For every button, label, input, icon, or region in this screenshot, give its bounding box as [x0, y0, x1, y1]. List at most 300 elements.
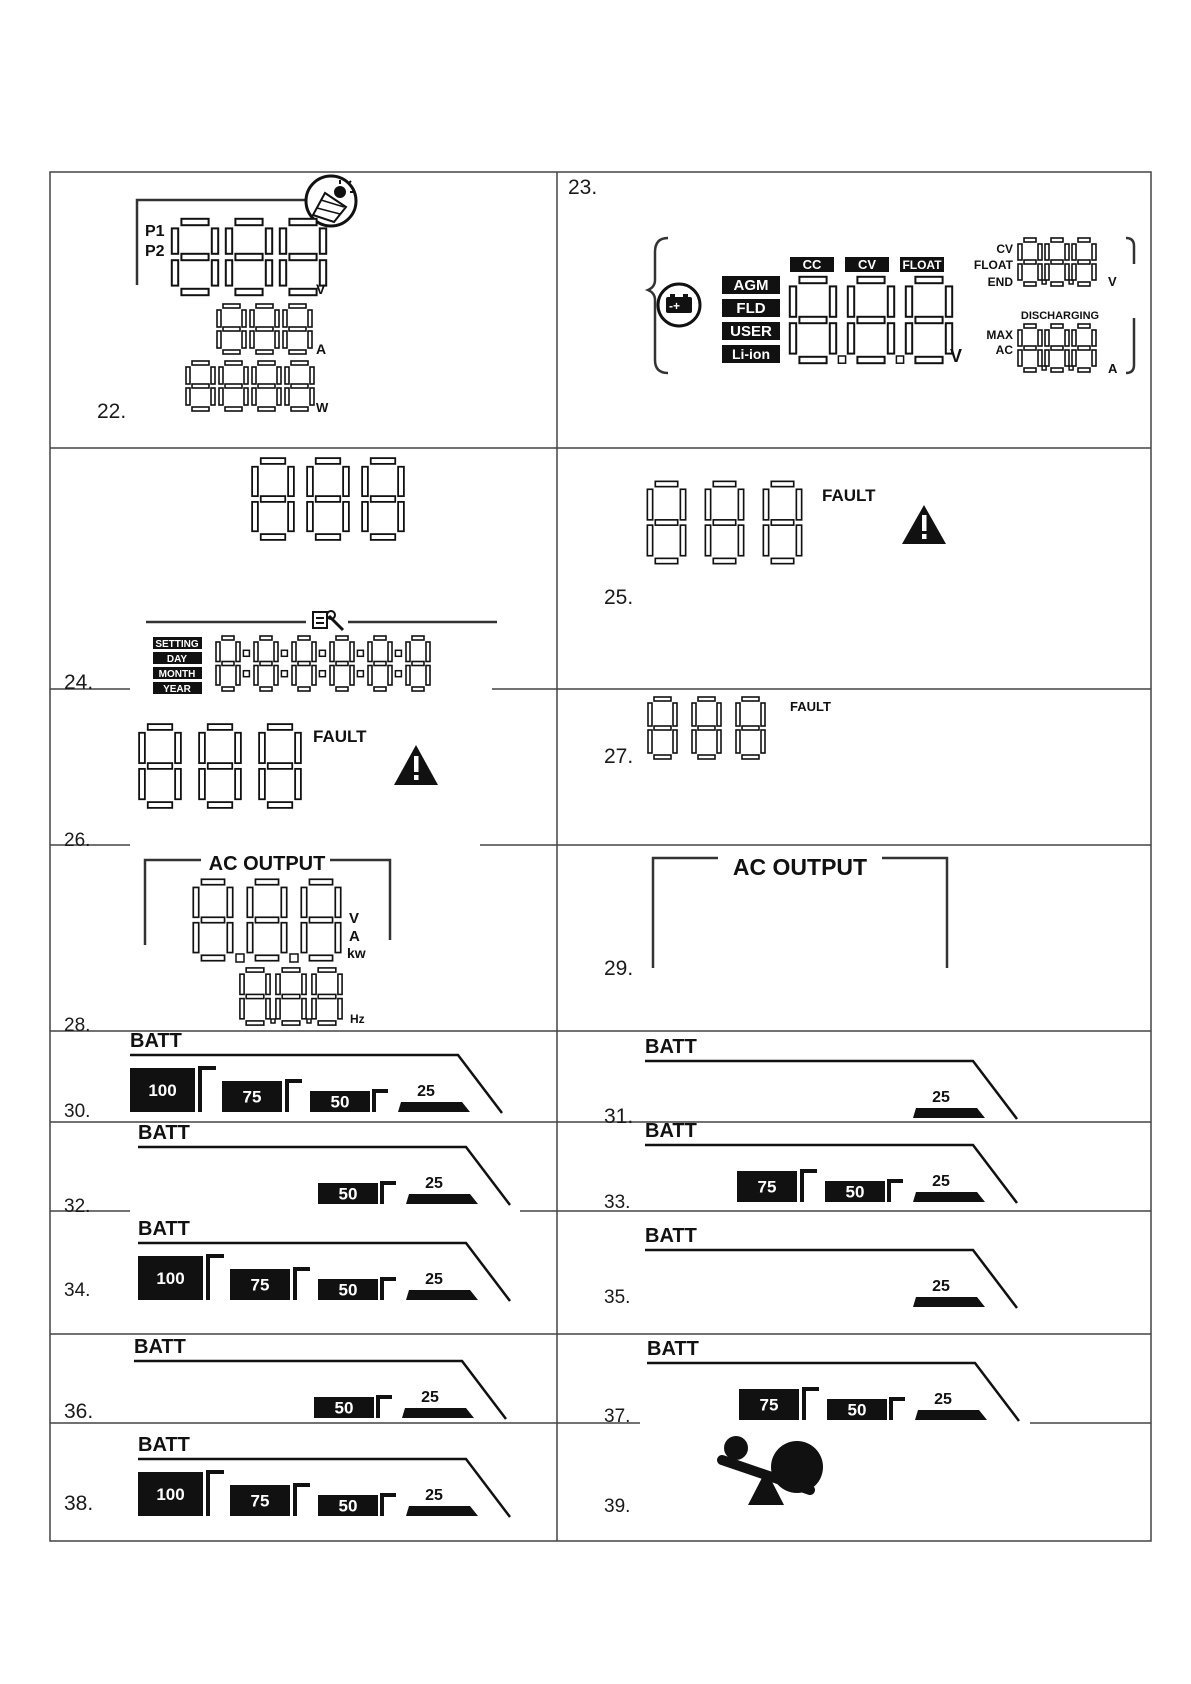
lcd-segment — [318, 994, 336, 998]
lcd-segment — [717, 703, 721, 726]
lcd-segment — [181, 254, 208, 260]
lcd-segment — [915, 357, 942, 363]
batt-level-50-tick — [891, 1399, 905, 1420]
wrench-setting-icon — [313, 611, 343, 630]
lcd-segment — [256, 327, 273, 331]
badge-user: USER — [730, 323, 772, 340]
lcd-segment — [242, 331, 246, 348]
unit-v-main: V — [950, 346, 963, 366]
badge-month: MONTH — [158, 669, 196, 680]
batt-level-25-label: 25 — [425, 1175, 443, 1192]
lcd-segment — [1072, 350, 1076, 366]
lcd-segment — [148, 724, 172, 730]
fault-code-digits-27 — [648, 697, 765, 759]
panel-22-pv-display — [137, 176, 356, 415]
lcd-segment — [254, 642, 258, 662]
batt-title: BATT — [130, 1030, 182, 1052]
colon-dot — [319, 650, 325, 656]
lcd-segment — [761, 730, 765, 753]
setting-badges — [153, 637, 202, 695]
lcd-segment — [318, 968, 336, 972]
lcd-segment — [289, 219, 316, 225]
panel-label-25: 25. — [604, 586, 634, 609]
colon-dot — [395, 671, 401, 677]
pv-current-digits — [217, 304, 312, 354]
lcd-segment — [761, 703, 765, 726]
label-ac: AC — [995, 343, 1013, 357]
lcd-segment — [289, 304, 306, 308]
panel-label-37: 37. — [604, 1406, 631, 1427]
lcd-segment — [1024, 282, 1036, 286]
lcd-segment — [307, 467, 313, 496]
lcd-segment — [1018, 244, 1022, 260]
battery-panel-30 — [130, 1030, 502, 1113]
lcd-segment — [1024, 346, 1036, 350]
batt-level-50-tick — [374, 1091, 388, 1112]
lcd-segment — [252, 367, 256, 384]
lcd-segment — [335, 887, 340, 917]
lcd-segment — [240, 999, 244, 1019]
lcd-segment — [738, 525, 743, 556]
lcd-segment — [275, 331, 279, 348]
batt-level-100-tick — [208, 1472, 224, 1516]
decimal-point — [290, 954, 298, 962]
panel-26-fault-display — [139, 724, 438, 808]
lcd-segment — [193, 923, 198, 953]
lcd-segment — [406, 666, 410, 686]
batt-level-25-bar — [406, 1194, 478, 1204]
panel-label-39: 39. — [604, 1496, 631, 1517]
lcd-segment — [254, 666, 258, 686]
batt-level-25-label: 25 — [425, 1487, 443, 1504]
lcd-segment — [1065, 244, 1069, 260]
lcd-segment — [316, 496, 340, 502]
lcd-segment — [298, 636, 310, 640]
lcd-segment — [258, 361, 275, 365]
batt-level-50-label: 50 — [847, 1400, 867, 1420]
lcd-segment — [830, 286, 836, 316]
lcd-segment — [276, 974, 280, 994]
lcd-segment — [308, 331, 312, 348]
colon-dot — [243, 671, 249, 677]
lcd-segment — [330, 642, 334, 662]
batt-level-75-label: 75 — [242, 1087, 262, 1107]
batt-level-25-label: 25 — [934, 1391, 952, 1408]
lcd-segment — [336, 687, 348, 691]
lcd-segment — [289, 254, 316, 260]
lcd-segment — [713, 520, 735, 525]
lcd-segment — [316, 534, 340, 540]
lcd-segment — [1038, 264, 1042, 280]
lcd-segment — [226, 228, 232, 253]
label-cv: CV — [996, 242, 1013, 256]
batt-level-25-bar — [398, 1102, 470, 1112]
lcd-segment — [225, 407, 242, 411]
lcd-segment — [281, 923, 286, 953]
lcd-segment — [1051, 260, 1063, 264]
lcd-segment — [301, 887, 306, 917]
lcd-segment — [698, 755, 715, 759]
lcd-segment — [222, 636, 234, 640]
charge-stage-badges — [790, 257, 944, 272]
lcd-segment — [256, 304, 273, 308]
lcd-segment — [1092, 244, 1096, 260]
lcd-segment — [316, 458, 340, 464]
unit-a-small: A — [1108, 361, 1118, 376]
lcd-segment — [412, 662, 424, 666]
batt-level-25-label: 25 — [932, 1278, 950, 1295]
lcd-segment — [1072, 330, 1076, 346]
panel-29-ac-output-frame — [653, 854, 947, 968]
lcd-segment — [212, 260, 218, 285]
panel-28-ac-output-display — [145, 853, 390, 1026]
lcd-segment — [335, 923, 340, 953]
lcd-segment — [738, 489, 743, 520]
lcd-segment — [295, 733, 301, 763]
ac-output-digits — [193, 879, 340, 962]
lcd-segment — [648, 730, 652, 753]
lcd-segment — [799, 317, 826, 323]
lcd-segment — [175, 733, 181, 763]
lcd-segment — [222, 687, 234, 691]
batt-level-25-label: 25 — [421, 1389, 439, 1406]
lcd-segment — [946, 286, 952, 316]
lcd-segment — [282, 1021, 300, 1025]
panel-label-38: 38. — [64, 1492, 94, 1515]
lcd-segment — [655, 558, 677, 563]
lcd-segment — [246, 1021, 264, 1025]
lcd-segment — [362, 467, 368, 496]
fault-label-27: FAULT — [790, 699, 831, 714]
lcd-segment — [227, 923, 232, 953]
lcd-segment — [848, 286, 854, 316]
lcd-segment — [374, 687, 386, 691]
lcd-segment — [288, 467, 294, 496]
lcd-segment — [1024, 260, 1036, 264]
unit-a-ac: A — [349, 928, 360, 945]
lcd-segment — [250, 310, 254, 327]
badge-li-ion: Li-ion — [731, 346, 771, 362]
lcd-segment — [343, 467, 349, 496]
batt-level-75-tick — [295, 1269, 310, 1300]
lcd-segment — [309, 917, 332, 922]
panel-label-23: 23. — [568, 176, 598, 199]
lcd-segment — [857, 357, 884, 363]
lcd-segment — [235, 289, 262, 295]
battery-type-badges — [722, 276, 780, 363]
batt-level-50-tick — [889, 1181, 903, 1202]
lcd-segment — [199, 733, 205, 763]
lcd-segment — [309, 879, 332, 884]
lcd-segment — [309, 955, 332, 960]
lcd-segment — [268, 724, 292, 730]
lcd-segment — [673, 703, 677, 726]
lcd-segment — [1065, 350, 1069, 366]
lcd-segment — [736, 703, 740, 726]
lcd-segment — [647, 525, 652, 556]
p2-label: P2 — [145, 243, 165, 260]
lcd-segment — [698, 697, 715, 701]
lcd-segment — [285, 388, 289, 405]
lcd-segment — [219, 367, 223, 384]
lcd-segment — [240, 974, 244, 994]
lcd-segment — [236, 642, 240, 662]
lcd-segment — [256, 350, 273, 354]
batt-level-25-label: 25 — [932, 1089, 950, 1106]
lcd-segment — [225, 384, 242, 388]
lcd-segment — [261, 458, 285, 464]
lcd-segment — [223, 327, 240, 331]
unit-hz: Hz — [350, 1012, 365, 1026]
batt-level-25-bar — [913, 1192, 985, 1202]
lcd-segment — [172, 228, 178, 253]
lcd-segment — [276, 999, 280, 1019]
lcd-segment — [235, 733, 241, 763]
panel-label-30: 30. — [64, 1101, 91, 1122]
lcd-segment — [247, 923, 252, 953]
lcd-segment — [713, 558, 735, 563]
lcd-segment — [398, 467, 404, 496]
batt-level-75-tick — [804, 1389, 819, 1420]
lcd-segment — [280, 228, 286, 253]
lcd-segment — [1024, 238, 1036, 242]
lcd-segment — [181, 289, 208, 295]
lcd-segment — [796, 525, 801, 556]
lcd-segment — [1051, 346, 1063, 350]
lcd-segment — [1045, 244, 1049, 260]
lcd-segment — [1045, 264, 1049, 280]
batt-level-50-tick — [382, 1183, 396, 1204]
batt-title: BATT — [138, 1434, 190, 1456]
panel-25-fault-display — [647, 481, 946, 563]
colon-dot — [319, 671, 325, 677]
lcd-segment — [857, 317, 884, 323]
lcd-segment — [216, 666, 220, 686]
lcd-segment — [336, 636, 348, 640]
decimal-point — [236, 954, 244, 962]
batt-level-25-label: 25 — [425, 1271, 443, 1288]
lcd-segment — [193, 887, 198, 917]
lcd-segment — [915, 277, 942, 283]
lcd-segment — [307, 502, 313, 531]
batt-level-75-tick — [802, 1171, 817, 1202]
lcd-segment — [680, 525, 685, 556]
unit-a: A — [316, 341, 327, 357]
lcd-segment — [796, 489, 801, 520]
lcd-segment — [830, 323, 836, 353]
panel-label-32: 32. — [64, 1196, 91, 1217]
lcd-segment — [406, 642, 410, 662]
lcd-segment — [1024, 324, 1036, 328]
lcd-segment — [888, 323, 894, 353]
lcd-segment — [350, 642, 354, 662]
badge-setting: SETTING — [155, 639, 199, 650]
max-ac-current-digits — [1018, 324, 1096, 372]
lcd-segment — [302, 999, 306, 1019]
lcd-segment — [208, 724, 232, 730]
batt-title: BATT — [645, 1120, 697, 1142]
lcd-segment — [398, 502, 404, 531]
batt-title: BATT — [138, 1122, 190, 1144]
colon-dot — [281, 671, 287, 677]
lcd-segment — [247, 887, 252, 917]
batt-level-75-tick — [287, 1081, 302, 1112]
lcd-segment — [283, 331, 287, 348]
batt-level-75-label: 75 — [759, 1395, 779, 1415]
lcd-segment — [295, 769, 301, 799]
lcd-segment — [312, 999, 316, 1019]
label-max: MAX — [986, 328, 1013, 342]
lcd-segment — [216, 642, 220, 662]
warning-triangle-icon — [902, 505, 946, 544]
lcd-segment — [208, 763, 232, 769]
lcd-segment — [1092, 264, 1096, 280]
panel-label-34: 34. — [64, 1280, 91, 1301]
lcd-segment — [301, 923, 306, 953]
batt-level-25-label: 25 — [932, 1173, 950, 1190]
lcd-segment — [274, 642, 278, 662]
lcd-segment — [705, 489, 710, 520]
lcd-segment — [318, 1021, 336, 1025]
batt-level-25-bar — [913, 1108, 985, 1118]
lcd-segment — [235, 769, 241, 799]
badge-day: DAY — [166, 654, 188, 665]
p1-label: P1 — [145, 223, 165, 240]
lcd-segment — [281, 887, 286, 917]
batt-title: BATT — [645, 1036, 697, 1058]
batt-level-50-label: 50 — [330, 1092, 350, 1112]
lcd-segment — [388, 642, 392, 662]
lcd-segment — [282, 994, 300, 998]
battery-panel-38 — [138, 1434, 510, 1517]
batt-level-25-bar — [913, 1297, 985, 1307]
lcd-segment — [201, 955, 224, 960]
lcd-segment — [343, 502, 349, 531]
panel-label-36: 36. — [64, 1400, 94, 1423]
colon-dot — [357, 671, 363, 677]
lcd-segment — [260, 687, 272, 691]
battery-panel-35 — [645, 1225, 1017, 1308]
lcd-segment — [310, 388, 314, 405]
lcd-segment — [226, 260, 232, 285]
lcd-segment — [192, 361, 209, 365]
lcd-segment — [259, 769, 265, 799]
lcd-segment — [799, 277, 826, 283]
badge-fld: FLD — [736, 300, 766, 317]
panel-24-setting-display — [146, 458, 497, 695]
pv-power-digits — [186, 361, 314, 411]
lcd-segment — [227, 887, 232, 917]
lcd-segment — [763, 489, 768, 520]
lcd-segment — [283, 310, 287, 327]
lcd-segment — [255, 917, 278, 922]
fault-label: FAULT — [822, 486, 876, 505]
lcd-segment — [1092, 330, 1096, 346]
lcd-segment — [655, 520, 677, 525]
batt-level-100-tick — [200, 1068, 216, 1112]
lcd-segment — [1038, 350, 1042, 366]
date-time-digits — [216, 636, 430, 691]
lcd-segment — [1024, 368, 1036, 372]
panel-label-28: 28. — [64, 1015, 91, 1036]
lcd-segment — [236, 666, 240, 686]
panel-label-33: 33. — [604, 1192, 631, 1213]
lcd-segment — [255, 879, 278, 884]
batt-title: BATT — [134, 1336, 186, 1358]
panel-label-27: 27. — [604, 745, 634, 768]
lcd-segment — [302, 974, 306, 994]
lcd-segment — [292, 666, 296, 686]
batt-level-100-label: 100 — [156, 1485, 185, 1504]
lcd-segment — [246, 968, 264, 972]
batt-level-75-label: 75 — [250, 1491, 270, 1511]
batt-level-75-label: 75 — [757, 1177, 777, 1197]
unit-v-small: V — [1108, 274, 1117, 289]
battery-icon — [658, 284, 700, 326]
lcd-segment — [261, 496, 285, 502]
lcd-segment — [259, 733, 265, 763]
lcd-segment — [282, 968, 300, 972]
fault-code-digits — [647, 481, 801, 563]
lcd-segment — [181, 219, 208, 225]
lcd-segment — [1078, 324, 1090, 328]
lcd-segment — [654, 697, 671, 701]
lcd-segment — [742, 697, 759, 701]
lcd-segment — [412, 636, 424, 640]
lcd-segment — [211, 367, 215, 384]
battery-panel-36 — [134, 1336, 506, 1419]
lcd-segment — [680, 489, 685, 520]
batt-level-25-bar — [406, 1290, 478, 1300]
lcd-segment — [212, 228, 218, 253]
lcd-segment — [268, 763, 292, 769]
lcd-segment — [771, 520, 793, 525]
lcd-segment — [426, 666, 430, 686]
lcd-segment — [350, 666, 354, 686]
pv-voltage-digits — [172, 219, 326, 295]
lcd-segment — [1018, 350, 1022, 366]
lcd-segment — [275, 310, 279, 327]
decimal-point — [307, 1019, 311, 1023]
lcd-segment — [292, 642, 296, 662]
label-end: END — [987, 275, 1013, 289]
lcd-segment — [1072, 244, 1076, 260]
badge-agm: AGM — [733, 277, 769, 294]
lcd-segment — [252, 467, 258, 496]
lcd-segment — [291, 361, 308, 365]
lcd-segment — [1092, 350, 1096, 366]
batt-level-25-bar — [915, 1410, 987, 1420]
decimal-point — [896, 356, 903, 363]
batt-title: BATT — [647, 1338, 699, 1360]
lcd-segment — [260, 636, 272, 640]
lcd-segment — [289, 350, 306, 354]
panel-label-22: 22. — [97, 400, 127, 423]
lcd-segment — [654, 726, 671, 730]
lcd-segment — [235, 254, 262, 260]
lcd-segment — [1051, 324, 1063, 328]
lcd-segment — [258, 407, 275, 411]
lcd-segment — [201, 879, 224, 884]
batt-level-50-label: 50 — [338, 1280, 358, 1300]
lcd-segment — [1038, 330, 1042, 346]
badge-cv: CV — [857, 257, 877, 272]
svg-text:-+: -+ — [669, 299, 681, 313]
lcd-segment — [266, 228, 272, 253]
lcd-segment — [139, 769, 145, 799]
lcd-segment — [713, 481, 735, 486]
lcd-segment — [1078, 238, 1090, 242]
